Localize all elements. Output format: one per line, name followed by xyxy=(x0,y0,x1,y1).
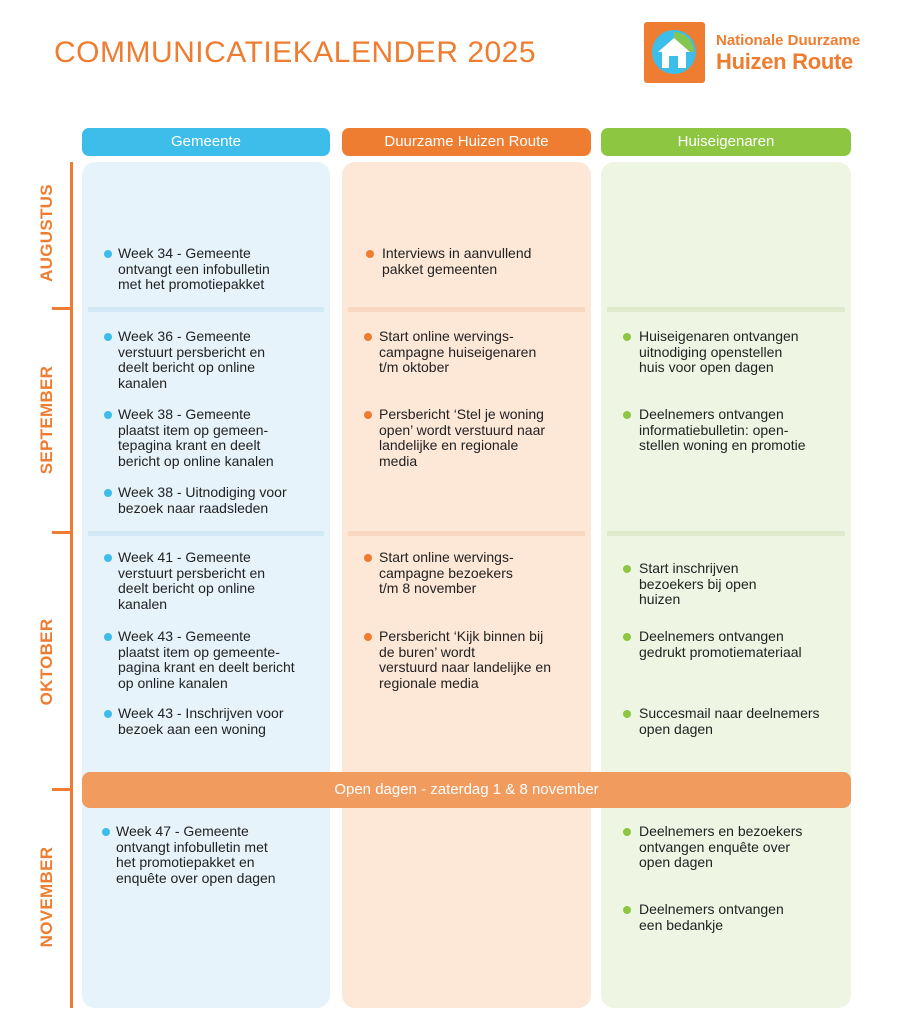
house-logo-icon xyxy=(644,22,705,83)
column-header-gemeente: Gemeente xyxy=(82,128,330,156)
timeline-tick xyxy=(52,788,73,791)
bullet-dot xyxy=(366,250,374,258)
timeline-tick xyxy=(52,531,73,534)
gemeente-oktober-item-3: Week 43 - Inschrijven voor bezoek aan een woning xyxy=(118,705,284,737)
huiseigenaren-oktober-item-1: Start inschrijven bezoekers bij open huizen xyxy=(639,560,757,607)
bullet-dot xyxy=(104,554,112,562)
bullet-dot xyxy=(623,565,631,573)
bullet-dot xyxy=(104,489,112,497)
bullet-dot xyxy=(623,411,631,419)
bullet-dot xyxy=(104,250,112,258)
gemeente-november-item: Week 47 - Gemeente ontvangt infobulletin met het promotiepakket en enquête over open dagen xyxy=(116,823,276,886)
bullet-dot xyxy=(623,906,631,914)
timeline-tick xyxy=(52,307,73,310)
gemeente-augustus-item: Week 34 - Gemeente ontvangt een infobulletin met het promotiepakket xyxy=(118,245,270,292)
bullet-dot xyxy=(104,633,112,641)
bullet-dot xyxy=(623,828,631,836)
bullet-dot xyxy=(623,710,631,718)
month-divider xyxy=(348,531,585,536)
bullet-dot xyxy=(623,333,631,341)
dhr-september-item-1: Start online wervings- campagne huiseigenaren t/m oktober xyxy=(379,328,537,375)
month-divider xyxy=(88,531,324,536)
dhr-oktober-item-1: Start online wervings- campagne bezoekers t/m 8 november xyxy=(379,549,514,596)
logo-text-line1: Nationale Duurzame xyxy=(716,32,861,49)
gemeente-september-item-2: Week 38 - Gemeente plaatst item op gemeen- tepagina krant en deelt bericht op online kanalen xyxy=(118,406,274,469)
huiseigenaren-november-item-2: Deelnemers ontvangen een bedankje xyxy=(639,901,784,933)
column-header-huiseigenaren: Huiseigenaren xyxy=(601,128,851,156)
bullet-dot xyxy=(102,828,110,836)
huiseigenaren-oktober-item-2: Deelnemers ontvangen gedrukt promotiemateriaal xyxy=(639,628,802,660)
dhr-oktober-item-2: Persbericht ‘Kijk binnen bij de buren’ wordt verstuurd naar landelijke en regionale media xyxy=(379,628,551,691)
gemeente-oktober-item-1: Week 41 - Gemeente verstuurt persbericht en deelt bericht op online kanalen xyxy=(118,549,266,612)
huiseigenaren-september-item-2: Deelnemers ontvangen informatiebulletin: open- stellen woning en promotie xyxy=(639,406,806,453)
bullet-dot xyxy=(364,633,372,641)
month-divider xyxy=(348,307,585,312)
bullet-dot xyxy=(364,554,372,562)
bullet-dot xyxy=(364,411,372,419)
huiseigenaren-oktober-item-3: Succesmail naar deelnemers open dagen xyxy=(639,705,820,737)
gemeente-september-item-1: Week 36 - Gemeente verstuurt persbericht en deelt bericht op online kanalen xyxy=(118,328,266,391)
dhr-september-item-2: Persbericht ‘Stel je woning open’ wordt verstuurd naar landelijke en regionale media xyxy=(379,406,546,469)
bullet-dot xyxy=(104,710,112,718)
huiseigenaren-september-item-1: Huiseigenaren ontvangen uitnodiging openstellen huis voor open dagen xyxy=(639,328,799,375)
month-divider xyxy=(88,307,324,312)
column-header-duurzame-huizen-route: Duurzame Huizen Route xyxy=(342,128,591,156)
bullet-dot xyxy=(364,333,372,341)
logo-text-line2: Huizen Route xyxy=(716,49,853,74)
month-divider xyxy=(607,531,845,536)
dhr-augustus-item: Interviews in aanvullend pakket gemeenten xyxy=(382,245,532,277)
gemeente-oktober-item-2: Week 43 - Gemeente plaatst item op gemeente- pagina krant en deelt bericht op online kanalen xyxy=(118,628,295,691)
bullet-dot xyxy=(104,333,112,341)
page-title: COMMUNICATIEKALENDER 2025 xyxy=(54,36,537,69)
bullet-dot xyxy=(623,633,631,641)
bullet-dot xyxy=(104,411,112,419)
logo xyxy=(644,22,892,84)
month-divider xyxy=(607,307,845,312)
timeline-line xyxy=(70,162,73,1008)
gemeente-september-item-3: Week 38 - Uitnodiging voor bezoek naar raadsleden xyxy=(118,484,287,516)
huiseigenaren-november-item-1: Deelnemers en bezoekers ontvangen enquête over open dagen xyxy=(639,823,803,870)
open-dagen-banner: Open dagen - zaterdag 1 & 8 november xyxy=(82,772,851,808)
